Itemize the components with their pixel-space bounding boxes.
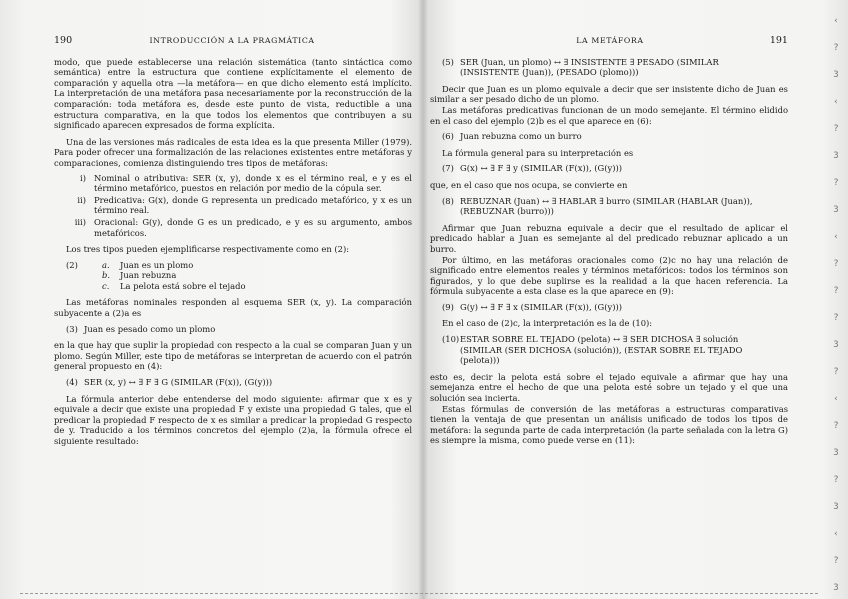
right-page-header bbox=[430, 36, 788, 47]
edge-mark: ‹ bbox=[833, 232, 839, 242]
page-edge-marks bbox=[828, 8, 844, 593]
left-paragraph-1: modo, que puede establecerse una relación sistemática (tanto sintáctica como semántica) entre la estructura que contiene explícitamente el elemento de comparación y aquella otra —la metáfora— en que dicho elemento está implícito. La interpretación de una metáfora pasa necesariamente por la reconstrucción de la comparación: toda metáfora es, desde este punto de vista, reductible a una estructura comparativa, en la que todos los elementos que contribuyen a su significado aparecen expresados de forma explícita. bbox=[54, 56, 412, 131]
list-item: i) Nominal o atributiva: SER (x, y), donde x es el término real, e y es el término metafórico, puestos en relación por medio de la cópula ser. bbox=[80, 172, 412, 194]
example-6: (6) Juan rebuzna como un burro bbox=[442, 131, 582, 142]
example-4: (4) SER (x, y) ↔ ∃ F ∃ G (SIMILAR (F(x)), (G(y))) bbox=[66, 377, 273, 388]
left-page-number: 190 bbox=[54, 35, 73, 46]
edge-mark: ‹ bbox=[833, 394, 839, 404]
right-paragraph-5: Afirmar que Juan rebuzna equivale a decir que el resultado de aplicar el predicado hablar a Juan es semejante al del predicado rebuznar aplicado a un burro. bbox=[430, 222, 788, 254]
edge-mark: 3 bbox=[833, 502, 839, 512]
left-paragraph-6: La fórmula anterior debe entenderse del modo siguiente: afirmar que x es y equivale a decir que existe una propiedad F y existe una propiedad G tales, que el predicar la propiedad F respecto de x es similar a predicar la propiedad G respecto de y. Traducido a los términos concretos del ejemplo (2)a, la fórmula ofrece el siguiente resultado: bbox=[54, 393, 412, 446]
left-paragraph-3: Los tres tipos pueden ejemplificarse respectivamente como en (2): bbox=[66, 244, 350, 255]
book-gutter bbox=[418, 0, 428, 599]
left-page-header bbox=[54, 36, 412, 47]
example-5: (5) SER (Juan, un plomo) ↔ ∃ INSISTENTE ∃ PESADO (SIMILAR (INSISTENTE (Juan)), (PESADO (plomo))) bbox=[442, 56, 719, 78]
right-paragraph-3: La fórmula general para su interpretación es bbox=[442, 147, 634, 158]
edge-mark: 3 bbox=[833, 448, 839, 458]
right-paragraph-2: Las metáforas predicativas funcionan de un modo semejante. El término elidido en el caso del ejemplo (2)b es el que aparece en (6): bbox=[430, 104, 788, 126]
list-item: a. Juan es un plomo bbox=[102, 259, 194, 270]
right-page-number: 191 bbox=[769, 35, 788, 46]
edge-mark: ? bbox=[833, 259, 839, 269]
right-paragraph-1: Decir que Juan es un plomo equivale a decir que ser insistente dicho de Juan es similar a ser pesado dicho de un plomo. bbox=[430, 83, 788, 105]
example-3: (3) Juan es pesado como un plomo bbox=[66, 323, 216, 334]
right-paragraph-9: Estas fórmulas de conversión de las metáforas a estructuras comparativas tienen la ventaja de que presentan un análisis unificado de todos los tipos de metáfora: la segunda parte de cada interpretación (la parte señalada con la letra G) es siempre la misma, como puede verse en (11): bbox=[430, 403, 788, 446]
edge-mark: ‹ bbox=[833, 529, 839, 539]
example-8: (8) REBUZNAR (Juan) ↔ ∃ HABLAR ∃ burro (SIMILAR (HABLAR (Juan)), (REBUZNAR (burro))) bbox=[442, 195, 753, 217]
edge-mark: 3 bbox=[833, 340, 839, 350]
edge-mark: ‹ bbox=[833, 97, 839, 107]
right-page bbox=[430, 36, 788, 446]
edge-mark: ? bbox=[833, 286, 839, 296]
edge-mark: ? bbox=[833, 367, 839, 377]
edge-mark: 3 bbox=[833, 151, 839, 161]
example-2: (2) a. Juan es un plomo b. Juan rebuzna c. La pelota está sobre el tejado bbox=[66, 259, 246, 291]
example-10: (10) ESTAR SOBRE EL TEJADO (pelota) ↔ ∃ SER DICHOSA ∃ solución (SIMILAR (SER DICHOSA (solución)), (ESTAR SOBRE EL TEJADO (pelota))) bbox=[442, 334, 743, 366]
right-paragraph-7: En el caso de (2)c, la interpretación es la de (10): bbox=[442, 318, 653, 329]
right-paragraph-6: Por último, en las metáforas oracionales como (2)c no hay una relación de significado entre elementos reales y términos metafóricos: todos los términos son figurados, y lo que debe suplirse es la realidad a la que hacen referencia. La fórmula subyacente a esta clase es la que aparece en (9): bbox=[430, 254, 788, 297]
edge-mark: 3 bbox=[833, 205, 839, 215]
edge-mark: ? bbox=[833, 421, 839, 431]
edge-mark: 3 bbox=[833, 583, 839, 593]
left-paragraph-4: Las metáforas nominales responden al esquema SER (x, y). La comparación subyacente a (2)a es bbox=[54, 297, 412, 319]
edge-mark: ? bbox=[833, 313, 839, 323]
example-9: (9) G(y) ↔ ∃ F ∃ x (SIMILAR (F(x)), (G(y))) bbox=[442, 301, 623, 312]
edge-mark: ? bbox=[833, 124, 839, 134]
metaphor-types-list bbox=[54, 173, 412, 239]
edge-mark: ? bbox=[833, 178, 839, 188]
list-item: ii) Predicativa: G(x), donde G representa un predicado metafórico, y x es un término real. bbox=[77, 194, 412, 216]
list-item: b. Juan rebuzna bbox=[102, 270, 177, 281]
example-7: (7) G(x) ↔ ∃ F ∃ y (SIMILAR (F(x)), (G(y))) bbox=[442, 163, 623, 174]
left-page bbox=[54, 36, 412, 447]
right-running-title: LA METÁFORA bbox=[576, 36, 644, 45]
list-item: c. La pelota está sobre el tejado bbox=[102, 280, 246, 291]
left-running-title: INTRODUCCIÓN A LA PRAGMÁTICA bbox=[149, 36, 315, 45]
bottom-scan-rule bbox=[20, 593, 818, 595]
edge-mark: ‹ bbox=[833, 16, 839, 26]
edge-mark: 3 bbox=[833, 70, 839, 80]
edge-mark: ? bbox=[833, 43, 839, 53]
right-paragraph-8: esto es, decir la pelota está sobre el tejado equivale a afirmar que hay una semejanza entre el hecho de que una pelota esté sobre un tejado y el que una solución sea incierta. bbox=[430, 371, 788, 404]
edge-mark: ? bbox=[833, 475, 839, 485]
edge-mark: ? bbox=[833, 556, 839, 566]
list-item: iii) Oracional: G(y), donde G es un predicado, e y es su argumento, ambos metafóricos. bbox=[74, 216, 412, 238]
left-paragraph-2: Una de las versiones más radicales de esta idea es la que presenta Miller (1979). Para poder ofrecer una formalización de las relaciones existentes entre metáforas y comparaciones, comienza distinguiendo tres tipos de metáforas: bbox=[54, 136, 412, 168]
left-paragraph-5: en la que hay que suplir la propiedad con respecto a la cual se comparan Juan y un plomo. Según Miller, este tipo de metáforas se interpretan de acuerdo con el patrón general propuesto en (4): bbox=[54, 340, 412, 372]
right-paragraph-4: que, en el caso que nos ocupa, se convierte en bbox=[430, 179, 628, 190]
